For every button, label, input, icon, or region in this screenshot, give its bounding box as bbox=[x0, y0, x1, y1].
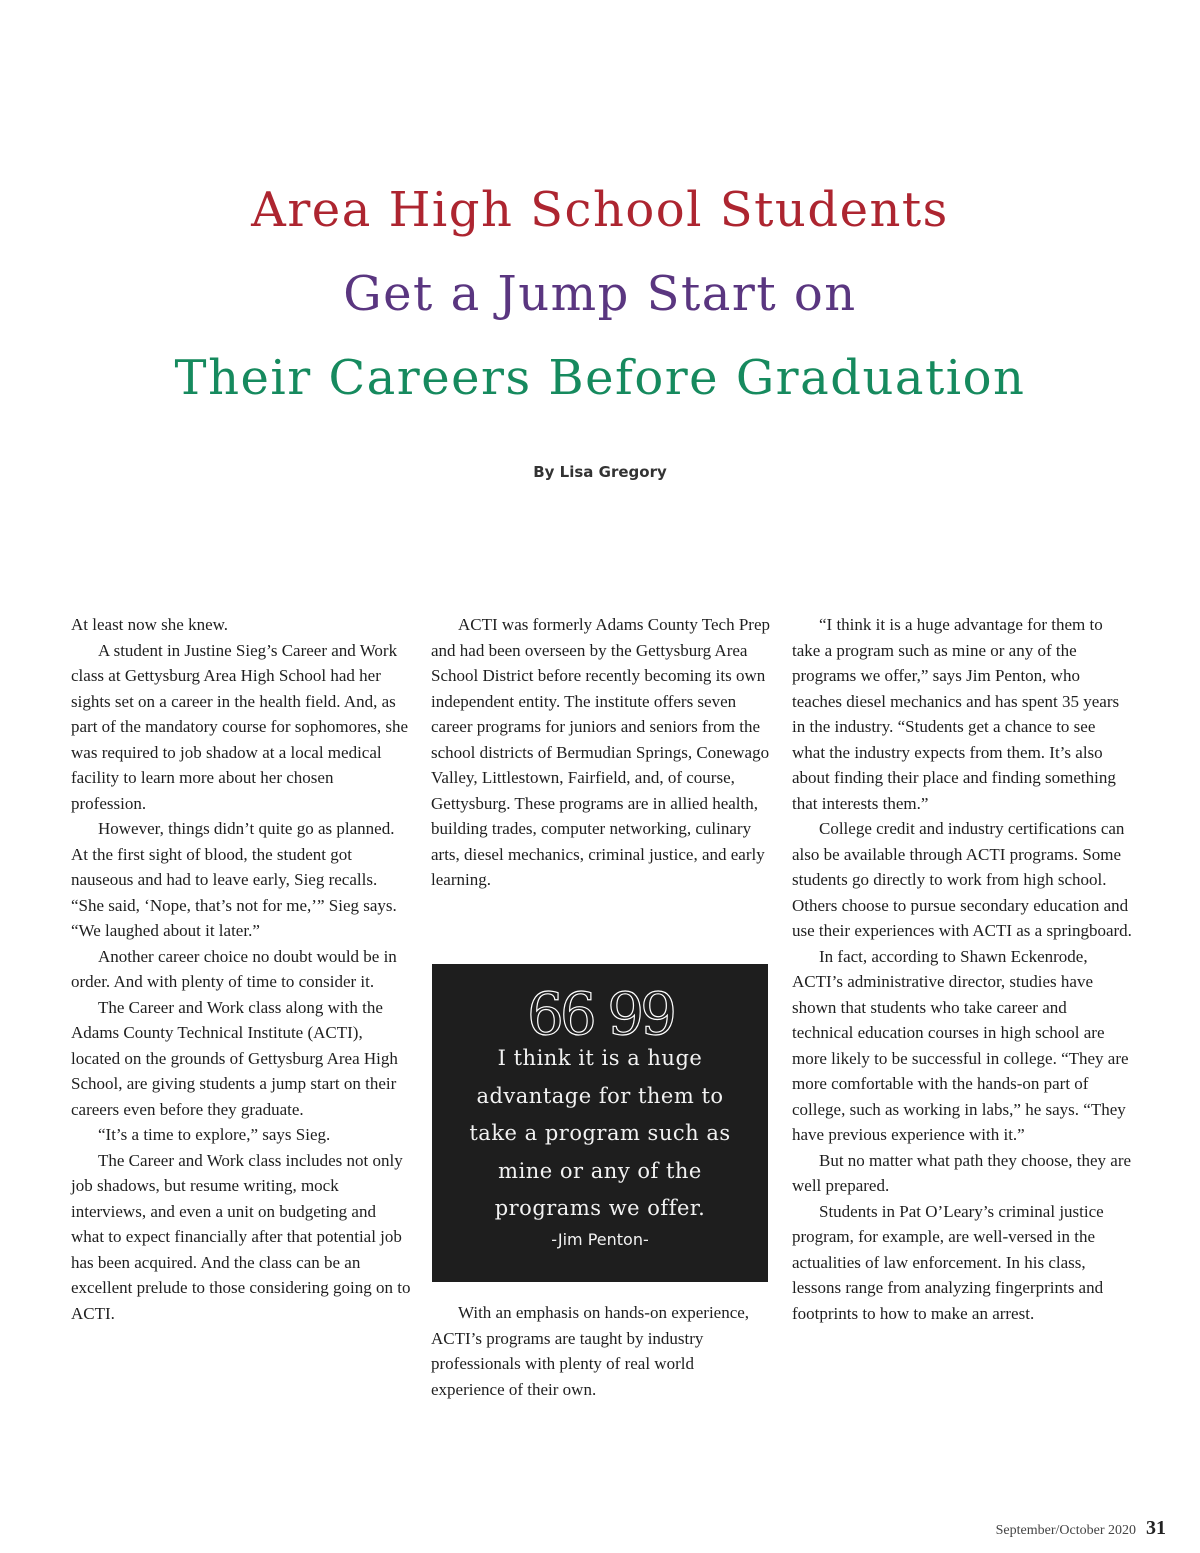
paragraph: A student in Justine Sieg’s Career and Work class at Gettysburg Area High School had her sights set on a career in the health field. And, as part of the mandatory course for sophomores, she was required to job shadow at a local medical facility to learn more about her chosen profession. bbox=[71, 640, 409, 813]
issue-date: September/October 2020 bbox=[995, 1523, 1136, 1538]
body-column-2-continued bbox=[431, 1300, 771, 1402]
title-line-2: Get a Jump Start on bbox=[343, 266, 857, 322]
paragraph: At least now she knew. bbox=[71, 615, 229, 634]
paragraph: Another career choice no doubt would be in order. And with plenty of time to consider it. bbox=[71, 946, 397, 991]
page-footer bbox=[996, 1517, 1166, 1540]
title-line-3: Their Careers Before Graduation bbox=[174, 350, 1026, 406]
byline: By Lisa Gregory bbox=[533, 463, 667, 481]
paragraph: In fact, according to Shawn Eckenrode, ACTI’s administrative director, studies have shown that students who take career and technical education courses in high school are more likely to be successful in college. “They are more comfortable with the hands-on part of college, such as working in labs,” he says. “They have previous experience with it.” bbox=[792, 946, 1129, 1144]
page-number: 31 bbox=[1146, 1517, 1166, 1539]
paragraph: Students in Pat O’Leary’s criminal justice program, for example, are well-versed in the actualities of law enforcement. In his class, lessons range from analyzing fingerprints and footprints to how to make an arrest. bbox=[792, 1201, 1104, 1323]
body-column-1 bbox=[71, 612, 411, 1326]
title-line-1: Area High School Students bbox=[251, 182, 949, 238]
quote-marks-icon: 66 99 bbox=[526, 980, 674, 1048]
pull-quote-text: I think it is a huge advantage for them to take a program such as mine or any of the programs we offer. bbox=[469, 1046, 731, 1220]
paragraph: ACTI was formerly Adams County Tech Prep and had been overseen by the Gettysburg Area School District before recently becoming its own independent entity. The institute offers seven career programs for juniors and seniors from the school districts of Bermudian Springs, Conewago Valley, Littlestown, Fairfield, and, of course, Gettysburg. These programs are in allied health, building trades, computer networking, culinary arts, diesel mechanics, criminal justice, and early learning. bbox=[431, 615, 771, 889]
paragraph: With an emphasis on hands-on experience, ACTI’s programs are taught by industry professionals with plenty of real world experience of their own. bbox=[431, 1303, 750, 1399]
paragraph: “I think it is a huge advantage for them to take a program such as mine or any of the programs we offer,” says Jim Penton, who teaches diesel mechanics and has spent 35 years in the industry. “Students get a chance to see what the industry expects from them. It’s also about finding their place and finding something that interests them.” bbox=[792, 615, 1120, 813]
paragraph: The Career and Work class along with the Adams County Technical Institute (ACTI), located on the grounds of Gettysburg Area High School, are giving students a jump start on their careers even before they graduate. bbox=[71, 997, 398, 1119]
article-title bbox=[0, 168, 1200, 420]
paragraph: The Career and Work class includes not only job shadows, but resume writing, mock interviews, and even a unit on budgeting and what to expect financially after that potential job has been acquired. And the class can be an excellent prelude to those considering going on to ACTI. bbox=[71, 1150, 411, 1323]
body-column-2 bbox=[431, 612, 771, 893]
paragraph: “It’s a time to explore,” says Sieg. bbox=[98, 1125, 331, 1144]
pull-quote bbox=[432, 964, 768, 1282]
body-column-3 bbox=[792, 612, 1132, 1326]
paragraph: College credit and industry certifications can also be available through ACTI programs. Some students go directly to work from high school. Others choose to pursue secondary education and use their experiences with ACTI as a springboard. bbox=[792, 819, 1132, 940]
pull-quote-attribution: -Jim Penton- bbox=[551, 1229, 649, 1249]
paragraph: However, things didn’t quite go as planned. At the first sight of blood, the student got nauseous and had to leave early, Sieg recalls. “She said, ‘Nope, that’s not for me,’” Sieg says. “We laughed about it later.” bbox=[71, 819, 397, 940]
paragraph: But no matter what path they choose, they are well prepared. bbox=[792, 1150, 1132, 1195]
